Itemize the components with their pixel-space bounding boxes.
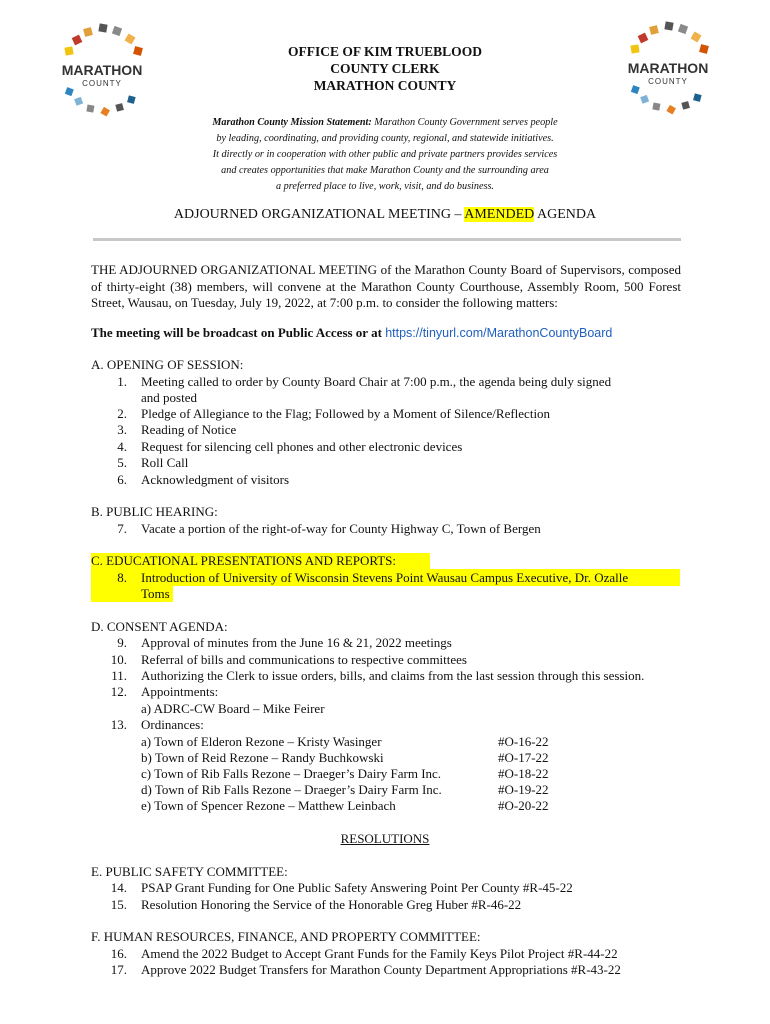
intro-paragraph: THE ADJOURNED ORGANIZATIONAL MEETING of the Marathon County Board of Supervisors, composed of thirty-eight (38) members, will convene at the Marathon County Courthouse, Assembly Room, 500 Forest Street, Wausau, on Tuesday, July 19, 2022, at 7:00 p.m. to consider the following matters: (91, 262, 681, 310)
ordinance-item: d) Town of Rib Falls Rezone – Draeger’s Dairy Farm Inc. (141, 782, 442, 797)
resolutions-heading: RESOLUTIONS (340, 831, 430, 846)
agenda-item: Vacate a portion of the right-of-way for County Highway C, Town of Bergen (141, 521, 541, 536)
item-number: 11. (111, 668, 127, 683)
agenda-item: Approve 2022 Budget Transfers for Marathon County Department Appropriations #R-43-22 (141, 962, 621, 977)
ordinance-code: #O-17-22 (498, 750, 549, 765)
agenda-item: and posted (141, 390, 197, 405)
marathon-county-title: MARATHON COUNTY (313, 78, 457, 93)
section-e-title: E. PUBLIC SAFETY COMMITTEE: (91, 864, 288, 879)
ordinance-code: #O-20-22 (498, 798, 549, 813)
logo-text-county: COUNTY (82, 79, 122, 88)
agenda-item: Toms (141, 586, 170, 601)
item-number: 6. (117, 472, 127, 487)
broadcast-text: The meeting will be broadcast on Public Access or at (91, 325, 386, 340)
mission-statement (150, 115, 620, 195)
county-clerk-title: COUNTY CLERK (330, 61, 440, 76)
agenda-item: Meeting called to order by County Board Chair at 7:00 p.m., the agenda being duly signed (141, 374, 612, 389)
item-number: 12. (110, 684, 127, 699)
mission-line: and creates opportunities that make Marathon County and the surrounding area (221, 165, 549, 176)
mission-line: It directly or in cooperation with other public and private partners provides services (212, 149, 558, 160)
ordinance-item: e) Town of Spencer Rezone – Matthew Leinbach (141, 798, 396, 813)
agenda-title-text: ADJOURNED ORGANIZATIONAL MEETING – (173, 207, 465, 222)
mission-label: Marathon County Mission Statement: (212, 117, 372, 128)
broadcast-link[interactable]: https://tinyurl.com/MarathonCountyBoard (385, 326, 613, 340)
agenda-item: Approval of minutes from the June 16 & 21, 2022 meetings (141, 635, 452, 650)
item-number: 8. (117, 570, 127, 585)
agenda-title (0, 207, 770, 223)
logo-text-marathon: MARATHON (627, 60, 709, 76)
agenda-item: Roll Call (141, 455, 189, 470)
agenda-item: Acknowledgment of visitors (141, 472, 290, 487)
agenda-item: PSAP Grant Funding for One Public Safety Answering Point Per County #R-45-22 (141, 880, 573, 895)
logo-text-county: COUNTY (648, 77, 688, 86)
mission-line: a preferred place to live, work, visit, and do business. (276, 181, 494, 192)
item-number: 3. (117, 422, 127, 437)
agenda-item: Authorizing the Clerk to issue orders, bills, and claims from the last session through this session. (141, 668, 645, 683)
ordinance-item: c) Town of Rib Falls Rezone – Draeger’s Dairy Farm Inc. (141, 766, 442, 781)
agenda-item: Pledge of Allegiance to the Flag; Followed by a Moment of Silence/Reflection (141, 406, 551, 421)
ordinance-item: a) Town of Elderon Rezone – Kristy Wasinger (141, 734, 382, 749)
item-number: 5. (117, 455, 127, 470)
section-a-title: A. OPENING OF SESSION: (91, 357, 244, 372)
ordinance-item: b) Town of Reid Rezone – Randy Buchkowski (141, 750, 384, 765)
item-number: 2. (117, 406, 127, 421)
item-number: 15. (110, 897, 127, 912)
item-number: 17. (110, 962, 127, 977)
ordinance-code: #O-18-22 (498, 766, 549, 781)
section-c-title: C. EDUCATIONAL PRESENTATIONS AND REPORTS: (91, 553, 397, 568)
divider (93, 238, 681, 241)
agenda-item: Request for silencing cell phones and other electronic devices (141, 439, 463, 454)
agenda-item: Amend the 2022 Budget to Accept Grant Funds for the Family Keys Pilot Project #R-44-22 (141, 946, 618, 961)
agenda-item: Appointments: (141, 684, 219, 699)
agenda-item: Reading of Notice (141, 422, 237, 437)
agenda-title-text: AGENDA (534, 207, 597, 222)
item-number: 4. (117, 439, 127, 454)
logo-text-marathon: MARATHON (61, 62, 143, 78)
item-number: 1. (117, 374, 127, 389)
ordinance-code: #O-16-22 (498, 734, 549, 749)
mission-line: Marathon County Government serves people (371, 117, 558, 128)
broadcast-notice (91, 325, 681, 342)
amended-highlight: AMENDED (464, 207, 535, 222)
item-number: 7. (117, 521, 127, 536)
item-number: 9. (117, 635, 127, 650)
section-b-title: B. PUBLIC HEARING: (91, 504, 218, 519)
agenda-item: Referral of bills and communications to respective committees (141, 652, 467, 667)
section-f-title: F. HUMAN RESOURCES, FINANCE, AND PROPERTY COMMITTEE: (91, 929, 481, 944)
ordinance-code: #O-19-22 (498, 782, 549, 797)
agenda-item: Introduction of University of Wisconsin Stevens Point Wausau Campus Executive, Dr. Ozalle (141, 570, 629, 585)
item-number: 13. (110, 717, 127, 732)
agenda-item: Resolution Honoring the Service of the Honorable Greg Huber #R-46-22 (141, 897, 522, 912)
item-number: 10. (110, 652, 127, 667)
mission-line: by leading, coordinating, and providing county, regional, and statewide initiatives. (216, 133, 554, 144)
agenda-item: Ordinances: (141, 717, 204, 732)
section-d-title: D. CONSENT AGENDA: (91, 619, 228, 634)
item-number: 16. (110, 946, 127, 961)
office-title: OFFICE OF KIM TRUEBLOOD (288, 44, 482, 59)
appointment-item: a) ADRC-CW Board – Mike Feirer (141, 701, 325, 716)
item-number: 14. (110, 880, 127, 895)
